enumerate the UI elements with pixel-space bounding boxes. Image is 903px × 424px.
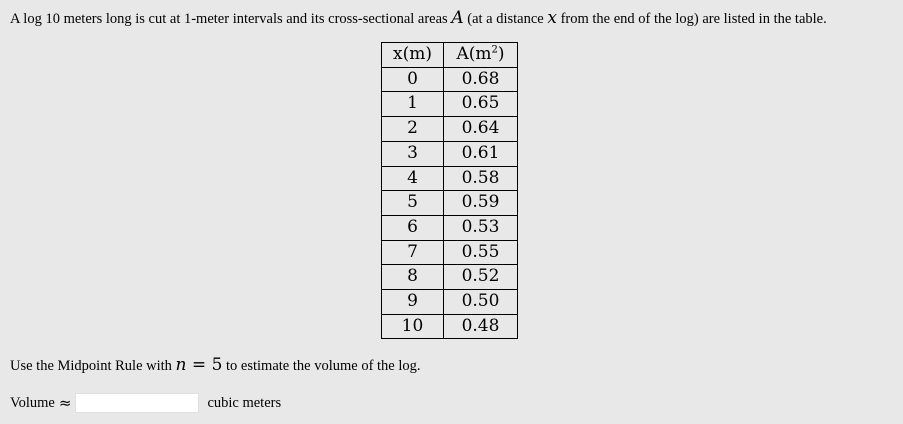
header-area-exponent: 2 — [491, 44, 498, 56]
approx-symbol: ≈ — [58, 394, 72, 412]
header-area-close: ) — [497, 44, 505, 64]
header-area-base: A(m — [456, 44, 492, 64]
equals-sign: = — [186, 355, 212, 375]
table-row — [382, 290, 518, 315]
n-value: 5 — [211, 355, 223, 375]
cell-x: 6 — [382, 215, 444, 240]
variable-a: A — [451, 8, 464, 28]
volume-input[interactable] — [75, 393, 199, 413]
cell-x: 2 — [382, 117, 444, 142]
problem-text-3: from the end of the log) are listed in the table. — [556, 11, 827, 27]
table-row — [382, 117, 518, 142]
variable-x: x — [547, 8, 557, 28]
variable-n: n — [175, 355, 187, 375]
cell-area: 0.52 — [444, 265, 518, 290]
cell-x: 4 — [382, 166, 444, 191]
cell-x: 5 — [382, 191, 444, 216]
table-row — [382, 240, 518, 265]
cell-area: 0.68 — [444, 67, 518, 92]
cell-area: 0.61 — [444, 141, 518, 166]
cell-x: 0 — [382, 67, 444, 92]
units-label: cubic meters — [207, 394, 282, 411]
table-row — [382, 265, 518, 290]
midpoint-instruction — [10, 355, 421, 375]
table-row — [382, 92, 518, 117]
volume-label: Volume — [10, 394, 55, 411]
cell-area: 0.55 — [444, 240, 518, 265]
volume-answer-row — [10, 391, 281, 415]
cell-area: 0.50 — [444, 290, 518, 315]
table-row — [382, 314, 518, 339]
table-row — [382, 191, 518, 216]
cell-area: 0.65 — [444, 92, 518, 117]
table-row — [382, 166, 518, 191]
table-row — [382, 215, 518, 240]
problem-text-1: A log 10 meters long is cut at 1-meter intervals and its cross-sectional areas — [10, 11, 452, 27]
cell-area: 0.53 — [444, 215, 518, 240]
header-area — [444, 43, 518, 68]
cell-area: 0.48 — [444, 314, 518, 339]
data-table-container — [381, 42, 518, 339]
cell-area: 0.59 — [444, 191, 518, 216]
cell-x: 10 — [382, 314, 444, 339]
cell-area: 0.64 — [444, 117, 518, 142]
cell-area: 0.58 — [444, 166, 518, 191]
table-header-row — [382, 43, 518, 68]
midpoint-text-1: Use the Midpoint Rule with — [10, 358, 176, 374]
cell-x: 3 — [382, 141, 444, 166]
problem-text-2: (at a distance — [463, 11, 548, 27]
cell-x: 8 — [382, 265, 444, 290]
cell-x: 1 — [382, 92, 444, 117]
cell-x: 9 — [382, 290, 444, 315]
table-row — [382, 141, 518, 166]
table-row — [382, 67, 518, 92]
cell-x: 7 — [382, 240, 444, 265]
problem-statement — [10, 8, 895, 28]
area-table — [381, 42, 518, 339]
header-x: x(m) — [382, 43, 444, 68]
midpoint-text-2: to estimate the volume of the log. — [222, 358, 421, 374]
